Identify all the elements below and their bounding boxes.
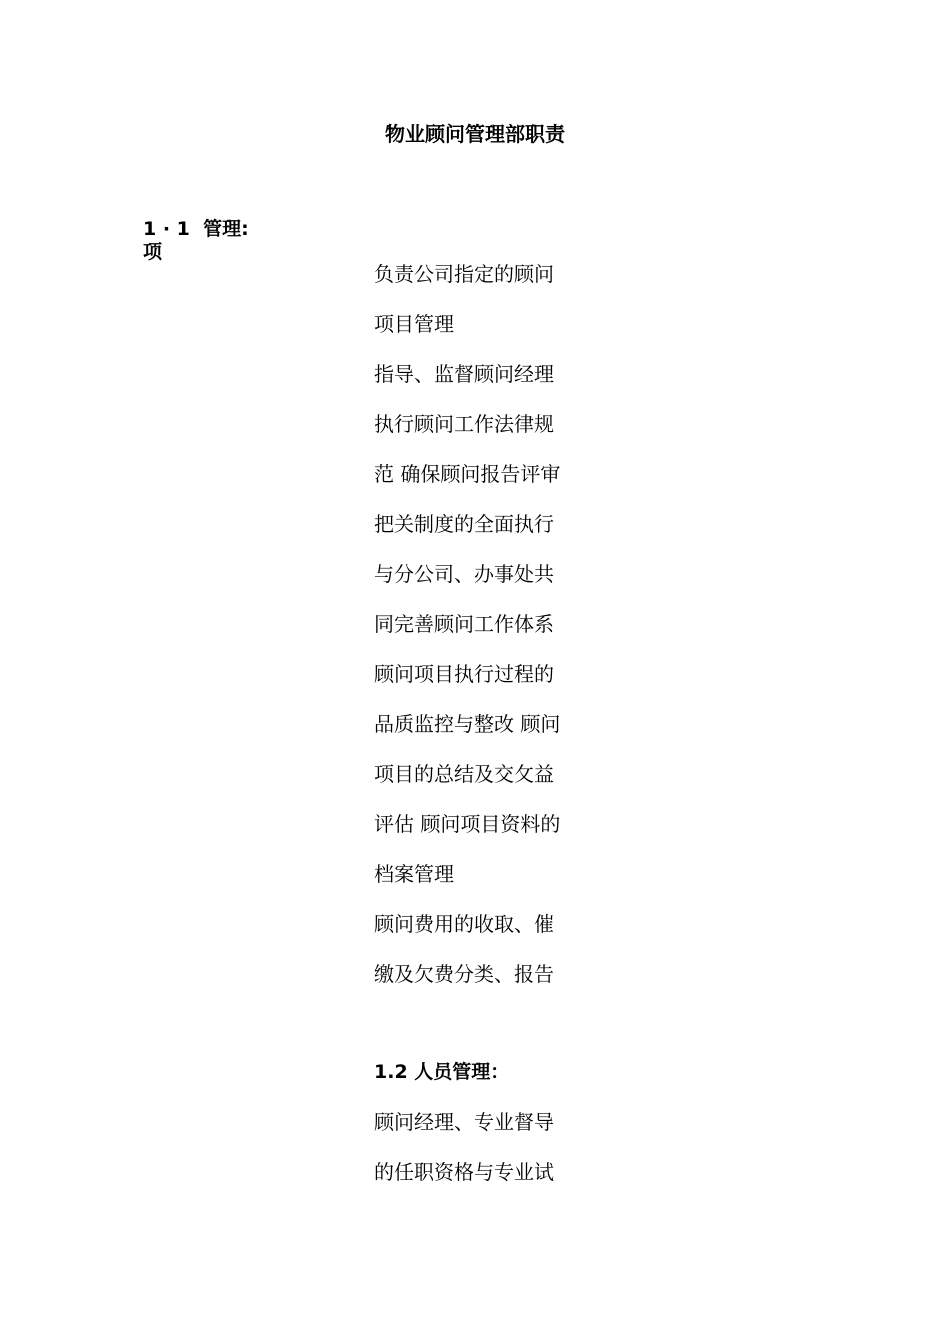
section-2-body	[374, 1108, 594, 1208]
body-line: 范 确保顾问报告评审	[374, 462, 561, 486]
body-line: 同完善顾问工作体系	[374, 612, 554, 636]
body-line: 品质监控与整改 顾问	[374, 712, 561, 736]
body-line: 指导、监督顾问经理	[374, 362, 554, 386]
body-line: 项目的总结及交攵益	[374, 762, 554, 786]
body-line: 与分公司、办事处共	[374, 562, 554, 586]
section-1-heading	[143, 218, 249, 264]
section-1-body	[374, 260, 594, 1010]
section-2-heading: 1.2 人员管理：	[374, 1061, 510, 1083]
document-title: 物业顾问管理部职责	[385, 122, 565, 146]
body-line: 顾问项目执行过程的	[374, 662, 554, 686]
body-line: 档案管理	[374, 862, 454, 886]
body-line: 缴及欠费分类、报告	[374, 962, 554, 986]
section-1-heading-line-1: 1 · 1 管理:	[143, 218, 249, 240]
body-line: 顾问经理、专业督导	[374, 1110, 554, 1134]
body-line: 把关制度的全面执行	[374, 512, 554, 536]
section-1-heading-line-2: 项	[143, 241, 163, 263]
body-line: 顾问费用的收取、催	[374, 912, 554, 936]
body-line: 评估 顾问项目资料的	[374, 812, 561, 836]
body-line: 项目管理	[374, 312, 454, 336]
body-line: 负责公司指定的顾问	[374, 262, 554, 286]
body-line: 的任职资格与专业试	[374, 1160, 554, 1184]
body-line: 执行顾问工作法律规	[374, 412, 554, 436]
